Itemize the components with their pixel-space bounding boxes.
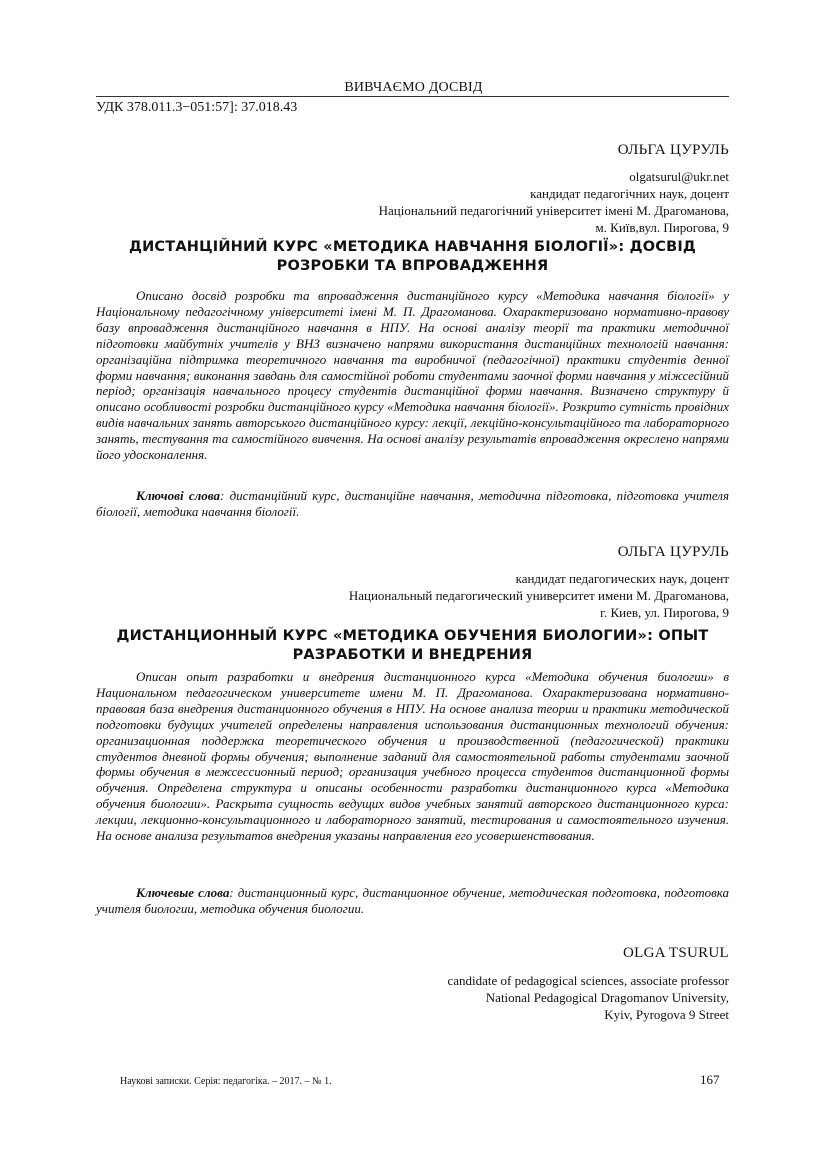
keywords-text-ru: : дистанционный курс, дистанционное обучение, методическая подготовка, подготовка учителя биологии, методика обучения биологии. [96, 885, 729, 916]
author-address-ru: г. Киев, ул. Пирогова, 9 [600, 605, 729, 620]
author-email: olgatsurul@ukr.net [629, 169, 729, 184]
author-institution-en: National Pedagogical Dragomanov University, [485, 990, 729, 1005]
author-address-en: Kyiv, Pyrogova 9 Street [604, 1007, 729, 1022]
author-institution-ua: Національний педагогічний університет імені М. Драгоманова, [378, 203, 729, 218]
keywords-label-ua: Ключові слова [136, 488, 220, 503]
author-degree-en: candidate of pedagogical sciences, associate professor [447, 973, 729, 988]
header-divider [96, 96, 729, 97]
abstract-ua: Описано досвід розробки та впровадження дистанційного курсу «Методика навчання біології» у Національному педагогічному університеті імені М. П. Драгоманова. Охарактеризовано нормативно-правову базу впровадження дистанційного навчання в НПУ. На основі аналізу теорії та практики методичної підготовки майбутніх учителів у ВНЗ визначено напрями використання дистанційних технологій навчання: організаційна підтримка теоретичного навчання та виробничої (педагогічної) практики студентів денної форми навчання; виконання завдань для самостійної роботи студентами заочної форми навчання у міжсесійний період; організація навчального процесу студентів дистанційної форми навчання. Визначено структуру й описано особливості розробки дистанційного курсу «Методика навчання біології». Розкрито сутність провідних видів навчальних занять авторського дистанційного курсу: лекції, лекційно-консультаційного та лабораторного занять, тестування та самостійного вивчення. На основі аналізу результатів впровадження окреслено напрями його удосконалення. [96, 288, 729, 463]
page-number: 167 [700, 1072, 720, 1087]
keywords-ua [96, 488, 729, 520]
keywords-text-ua: : дистанційний курс, дистанційне навчання, методична підготовка, підготовка учителя біології, методика навчання біології. [96, 488, 730, 519]
author-degree-ru: кандидат педагогических наук, доцент [515, 571, 729, 586]
journal-citation: Наукові записки. Серія: педагогіка. – 2017. – № 1. [120, 1076, 332, 1087]
article-title-ua: ДИСТАНЦІЙНИЙ КУРС «МЕТОДИКА НАВЧАННЯ БІОЛОГІЇ»: ДОСВІД РОЗРОБКИ ТА ВПРОВАДЖЕННЯ [128, 239, 697, 274]
author-name-ua: ОЛЬГА ЦУРУЛЬ [617, 142, 729, 158]
keywords-label-ru: Ключевые слова [136, 885, 230, 900]
running-header: ВИВЧАЄМО ДОСВІД [344, 80, 483, 95]
keywords-ru [96, 885, 729, 917]
author-address-ua: м. Київ,вул. Пирогова, 9 [595, 220, 729, 235]
article-title-ru: ДИСТАНЦИОННЫЙ КУРС «МЕТОДИКА ОБУЧЕНИЯ БИОЛОГИИ»: ОПЫТ РАЗРАБОТКИ И ВНЕДРЕНИЯ [116, 628, 709, 663]
author-name-en: OLGA TSURUL [623, 945, 729, 961]
author-degree-ua: кандидат педагогічних наук, доцент [530, 186, 729, 201]
author-institution-ru: Национальный педагогический университет имени М. Драгоманова, [348, 588, 729, 603]
abstract-ru: Описан опыт разработки и внедрения дистанционного курса «Методика обучения биологии» в Национальном педагогическом университете имени М. П. Драгоманова. Охарактеризована нормативно-правовая база внедрения дистанционного обучения в НПУ. На основе анализа теории и практики методической подготовки будущих учителей определены направления использования дистанционных технологий обучения: организационная поддержка теоретического обучения и производственной (педагогической) практики студентов дневной формы обучения; выполнение заданий для самостоятельной работы студентами заочной формы обучения в межсессионный период; организация учебного процесса студентов дистанционной формы обучения. Определена структура и описаны особенности разработки дистанционного курса «Методика обучения биологии». Раскрыта сущность ведущих видов учебных занятий авторского дистанционного курса: лекции, лекционно-консультационного и лабораторного занятий, тестирования и самостоятельного изучения. На основе анализа результатов внедрения указаны направления его усовершенствования. [96, 669, 729, 844]
udk-code: УДК 378.011.3−051:57]: 37.018.43 [96, 100, 298, 115]
author-name-ru: ОЛЬГА ЦУРУЛЬ [617, 544, 729, 560]
